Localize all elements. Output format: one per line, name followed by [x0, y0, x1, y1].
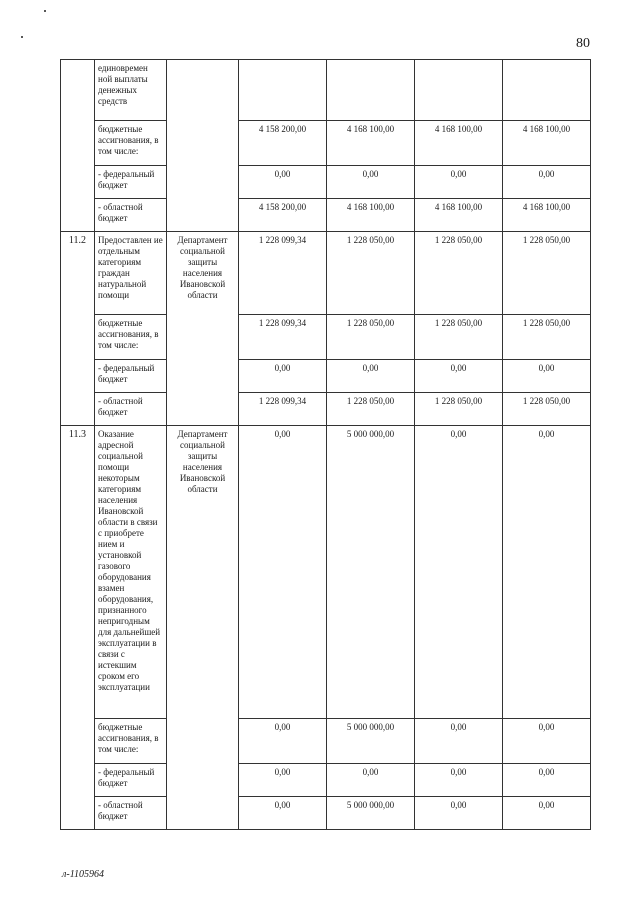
value-cell: 1 228 050,00: [327, 232, 415, 315]
scan-dot-2: [21, 36, 23, 38]
executor-cell: [167, 60, 239, 232]
value-cell: 0,00: [239, 426, 327, 719]
row-number-cell: [61, 60, 95, 232]
value-cell: 4 168 100,00: [327, 121, 415, 166]
value-cell: 4 168 100,00: [503, 121, 591, 166]
value-cell: 1 228 099,34: [239, 232, 327, 315]
value-cell: 1 228 050,00: [503, 232, 591, 315]
row-name-cell: Предоставлен ие отдельным категориям граждан натуральной помощи: [95, 232, 167, 315]
row-name-cell: - федеральный бюджет: [95, 360, 167, 393]
row-number-cell: 11.3: [61, 426, 95, 830]
value-cell: 4 168 100,00: [415, 199, 503, 232]
value-cell: [327, 60, 415, 121]
value-cell: 1 228 050,00: [415, 315, 503, 360]
row-name-cell: - областной бюджет: [95, 797, 167, 830]
value-cell: 4 158 200,00: [239, 199, 327, 232]
table-row: [61, 60, 591, 121]
value-cell: [239, 60, 327, 121]
value-cell: 1 228 050,00: [503, 393, 591, 426]
value-cell: 0,00: [415, 166, 503, 199]
value-cell: 0,00: [327, 360, 415, 393]
scan-dot-1: [44, 10, 46, 12]
value-cell: 0,00: [239, 764, 327, 797]
value-cell: 0,00: [503, 797, 591, 830]
value-cell: 0,00: [503, 426, 591, 719]
row-name-cell: - областной бюджет: [95, 199, 167, 232]
value-cell: 0,00: [415, 797, 503, 830]
row-name-cell: Оказание адресной социальной помощи некоторым категориям населения Ивановской области в связи с приобрете нием и установкой газового оборудования взамен оборудования, признанного непригодным для дальнейшей эксплуатации в связи с истекшим сроком его эксплуатации: [95, 426, 167, 719]
value-cell: 0,00: [239, 719, 327, 764]
value-cell: 1 228 099,34: [239, 393, 327, 426]
value-cell: 1 228 050,00: [327, 315, 415, 360]
row-name-cell: бюджетные ассигнования, в том числе:: [95, 719, 167, 764]
value-cell: 0,00: [239, 797, 327, 830]
value-cell: 0,00: [503, 360, 591, 393]
value-cell: [503, 60, 591, 121]
row-name-cell: бюджетные ассигнования, в том числе:: [95, 315, 167, 360]
value-cell: 4 168 100,00: [327, 199, 415, 232]
value-cell: 1 228 099,34: [239, 315, 327, 360]
value-cell: 0,00: [239, 360, 327, 393]
row-name-cell: - федеральный бюджет: [95, 764, 167, 797]
row-name-cell: - областной бюджет: [95, 393, 167, 426]
value-cell: 4 158 200,00: [239, 121, 327, 166]
value-cell: 0,00: [415, 426, 503, 719]
value-cell: 4 168 100,00: [503, 199, 591, 232]
budget-table: [60, 59, 591, 830]
table-row: [61, 121, 591, 166]
value-cell: 0,00: [239, 166, 327, 199]
value-cell: 0,00: [503, 719, 591, 764]
row-name-cell: бюджетные ассигнования, в том числе:: [95, 121, 167, 166]
table-row: [61, 232, 591, 315]
value-cell: 0,00: [503, 764, 591, 797]
row-name-cell: - федеральный бюджет: [95, 166, 167, 199]
value-cell: 1 228 050,00: [415, 232, 503, 315]
value-cell: 1 228 050,00: [503, 315, 591, 360]
value-cell: 4 168 100,00: [415, 121, 503, 166]
value-cell: [415, 60, 503, 121]
table-row: [61, 315, 591, 360]
value-cell: 1 228 050,00: [327, 393, 415, 426]
value-cell: 0,00: [415, 764, 503, 797]
table-row: [61, 764, 591, 797]
table-row: [61, 719, 591, 764]
row-number-cell: 11.2: [61, 232, 95, 426]
value-cell: 1 228 050,00: [415, 393, 503, 426]
table-row: [61, 393, 591, 426]
table-row: [61, 797, 591, 830]
row-name-cell: единовремен ной выплаты денежных средств: [95, 60, 167, 121]
executor-cell: Департамент социальной защиты населения Ивановской области: [167, 232, 239, 426]
page-number: 80: [576, 36, 590, 51]
value-cell: 0,00: [415, 719, 503, 764]
value-cell: 0,00: [415, 360, 503, 393]
value-cell: 5 000 000,00: [327, 426, 415, 719]
value-cell: 0,00: [327, 764, 415, 797]
table-row: [61, 360, 591, 393]
executor-cell: Департамент социальной защиты населения Ивановской области: [167, 426, 239, 830]
value-cell: 0,00: [503, 166, 591, 199]
value-cell: 0,00: [327, 166, 415, 199]
table-row: [61, 166, 591, 199]
value-cell: 5 000 000,00: [327, 719, 415, 764]
document-code: л-1105964: [62, 869, 104, 880]
value-cell: 5 000 000,00: [327, 797, 415, 830]
table-row: [61, 199, 591, 232]
table-row: [61, 426, 591, 719]
